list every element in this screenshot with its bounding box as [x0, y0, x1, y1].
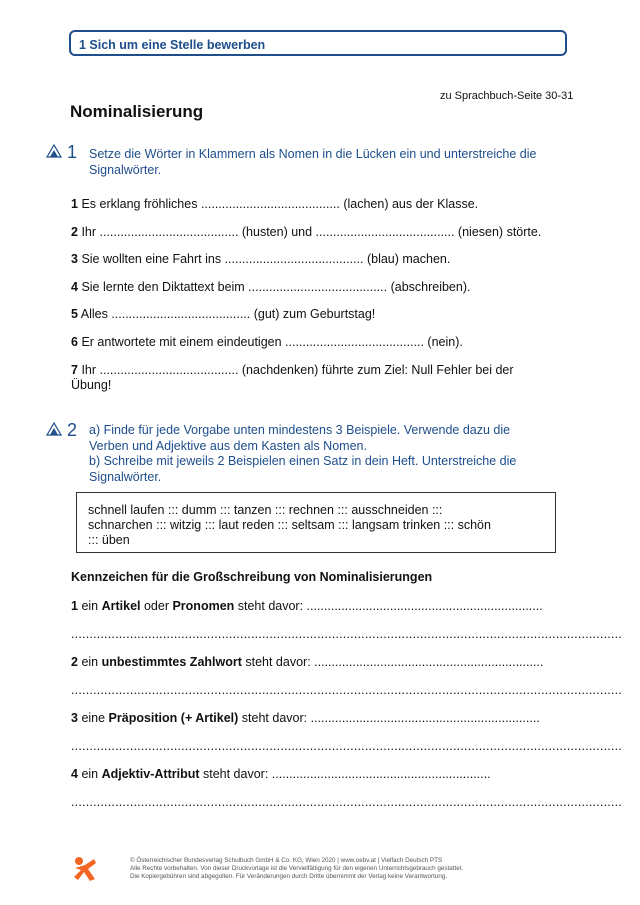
textbook-reference: zu Sprachbuch-Seite 30-31 [440, 90, 574, 102]
page-title: Nominalisierung [70, 102, 204, 121]
answer-line[interactable]: ...................................................................................................................................................... [71, 627, 622, 641]
answer-line[interactable]: ...................................................................................................................................................... [71, 683, 622, 697]
exercise-sentence: 4 Sie lernte den Diktattext beim ........................................ (abschreiben). [71, 280, 471, 294]
criteria-heading: Kennzeichen für die Großschreibung von Nominalisierungen [71, 570, 433, 584]
exercise-sentence: 7 Ihr ........................................ (nachdenken) führte zum Ziel: Null Fehler bei der Übung! [71, 363, 514, 392]
publisher-logo-icon [72, 855, 98, 883]
exercise-sentence: 6 Er antwortete mit einem eindeutigen ........................................ (nein). [71, 335, 463, 349]
criterion-2: 2 ein unbestimmtes Zahlwort steht davor: .................................................................. [71, 655, 544, 669]
answer-line[interactable]: ...................................................................................................................................................... [71, 739, 622, 753]
exercise-instruction: Setze die Wörter in Klammern als Nomen in die Lücken ein und unterstreiche die Signalwörter. [89, 147, 537, 177]
difficulty-triangle-icon [46, 422, 62, 436]
criterion-1: 1 ein Artikel oder Pronomen steht davor: .................................................................... [71, 599, 543, 613]
exercise-sentence: 1 Es erklang fröhliches ........................................ (lachen) aus der Klasse. [71, 197, 479, 211]
exercise-sentence: 5 Alles ........................................ (gut) zum Geburtstag! [71, 307, 376, 321]
answer-line[interactable]: ...................................................................................................................................................... [71, 795, 622, 809]
exercise-instruction: a) Finde für jede Vorgabe unten mindestens 3 Beispiele. Verwende dazu die Verben und Adjektive aus dem Kasten als Nomen. b) Schreibe mit jeweils 2 Beispielen einen Satz in dein Heft. Unterstreiche die Signalwörter. [89, 423, 517, 484]
word-box-line: schnarchen ::: witzig ::: laut reden ::: seltsam ::: langsam trinken ::: schön [88, 518, 491, 532]
word-box-line: schnell laufen ::: dumm ::: tanzen ::: rechnen ::: ausschneiden ::: [88, 503, 443, 517]
difficulty-triangle-icon [46, 144, 62, 158]
chapter-title: 1 Sich um eine Stelle bewerben [79, 38, 266, 52]
footer-copyright: © Österreichischer Bundesverlag Schulbuch GmbH & Co. KG, Wien 2020 | www.oebv.at | Vielfach Deutsch PTS Alle Rechte vorbehalten. Von dieser Druckvorlage ist die Vervielfältigung für den eigenen Unterrichtsgebrauch gestattet. Die Kopiergebühren sind abgegolten. Für Veränderungen durch Dritte übernimmt der Verlag keine Verantwortung. [130, 857, 464, 880]
criterion-3: 3 eine Präposition (+ Artikel) steht davor: .................................................................. [71, 711, 540, 725]
exercise-sentence: 3 Sie wollten eine Fahrt ins ........................................ (blau) machen. [71, 252, 451, 266]
exercise-number: 2 [67, 420, 78, 440]
exercise-number: 1 [67, 142, 78, 162]
exercise-sentence: 2 Ihr ........................................ (husten) und ........................................ (niesen) störte. [71, 225, 542, 239]
criterion-4: 4 ein Adjektiv-Attribut steht davor: ............................................................... [71, 767, 491, 781]
word-box-line: ::: üben [88, 533, 130, 547]
